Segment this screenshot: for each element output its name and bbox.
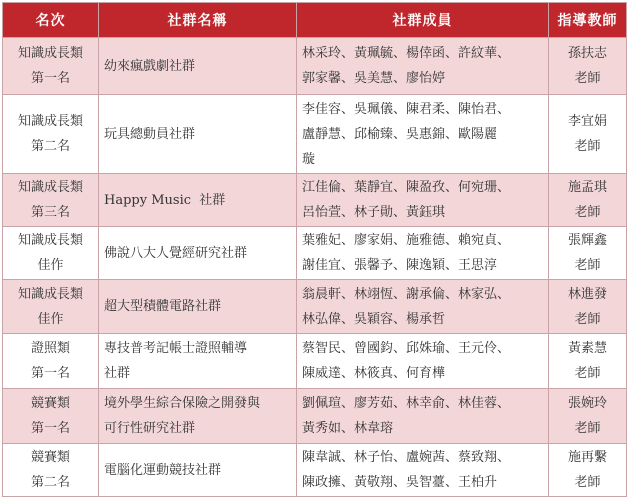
rank-place: 第二名 xyxy=(30,139,70,154)
rank-category: 知識成長類 xyxy=(17,233,83,248)
rank-cell xyxy=(3,95,99,174)
teacher-cell xyxy=(549,174,627,227)
members-line: 陳威達、林筱真、何育樺 xyxy=(302,366,446,381)
table-row xyxy=(3,389,627,444)
members-cell xyxy=(297,227,549,280)
teacher-cell xyxy=(549,280,627,334)
table-row xyxy=(3,95,627,174)
teacher-title: 老師 xyxy=(574,205,601,220)
rank-cell xyxy=(3,389,99,444)
club-name: Happy Music 社群 xyxy=(104,192,226,208)
rank-place: 佳作 xyxy=(37,258,64,273)
table-row xyxy=(3,444,627,497)
members-cell xyxy=(297,280,549,334)
teacher-name: 張輝鑫 xyxy=(567,233,607,248)
members-line: 葉雅妃、廖家娟、施雅德、賴宛貞、 xyxy=(302,233,511,248)
rank-category: 知識成長類 xyxy=(17,286,83,302)
members-line: 劉佩瑄、廖芳茹、林幸俞、林佳蓉、 xyxy=(302,396,511,411)
teacher-cell xyxy=(549,389,627,444)
rank-cell xyxy=(3,227,99,280)
rank-category: 競賽類 xyxy=(30,450,70,465)
teacher-title: 老師 xyxy=(574,258,601,273)
club-name: 幼來瘋戲劇社群 xyxy=(104,58,196,74)
rank-category: 知識成長類 xyxy=(17,114,83,129)
table-row xyxy=(3,227,627,280)
members-line: 林采玲、黃珮毓、楊倖函、許紋華、 xyxy=(302,46,511,61)
members-line: 璇 xyxy=(302,151,316,167)
club-cell xyxy=(99,174,297,227)
members-line: 林弘偉、吳穎容、楊承哲 xyxy=(302,311,446,327)
members-line: 陳韋誠、林子怡、盧婉茜、蔡致翔、 xyxy=(302,450,511,465)
rank-category: 競賽類 xyxy=(30,396,70,411)
header-rank: 名次 xyxy=(3,3,99,38)
teacher-name: 黃素慧 xyxy=(567,341,607,356)
members-line: 呂怡萱、林子勛、黃鈺琪 xyxy=(302,205,446,220)
teacher-title: 老師 xyxy=(574,139,601,154)
rank-place: 第三名 xyxy=(30,205,70,220)
header-club: 社群名稱 xyxy=(99,3,297,38)
teacher-title: 老師 xyxy=(574,421,601,436)
teacher-title: 老師 xyxy=(574,311,601,327)
rank-category: 證照類 xyxy=(30,341,70,356)
members-line: 李佳容、吳珮儀、陳君柔、陳怡君、 xyxy=(302,101,511,117)
header-members: 社群成員 xyxy=(297,3,549,38)
club-cell xyxy=(99,280,297,334)
club-name: 電腦化運動競技社群 xyxy=(104,462,222,478)
teacher-title: 老師 xyxy=(574,366,601,381)
members-cell xyxy=(297,334,549,389)
rank-place: 第一名 xyxy=(30,421,70,436)
rank-place: 第一名 xyxy=(30,366,70,381)
table-row xyxy=(3,280,627,334)
rank-place: 佳作 xyxy=(37,311,64,327)
club-cell xyxy=(99,334,297,389)
members-cell xyxy=(297,95,549,174)
teacher-title: 老師 xyxy=(574,475,601,490)
club-name: 佛說八大人覺經研究社群 xyxy=(104,245,248,261)
teacher-cell xyxy=(549,38,627,95)
table-row xyxy=(3,38,627,95)
teacher-cell xyxy=(549,334,627,389)
rank-cell xyxy=(3,280,99,334)
members-cell xyxy=(297,174,549,227)
teacher-name: 張婉玲 xyxy=(567,396,607,411)
teacher-name: 孫扶志 xyxy=(567,46,607,61)
club-name-line: 可行性研究社群 xyxy=(104,421,196,436)
header-row xyxy=(3,3,627,38)
members-line: 盧靜慧、邱榆臻、吳惠錦、歐陽麗 xyxy=(302,126,498,142)
members-line: 謝佳宜、張馨予、陳逸穎、王思淳 xyxy=(302,258,498,273)
rank-place: 第一名 xyxy=(30,71,70,86)
club-cell xyxy=(99,95,297,174)
club-name: 超大型積體電路社群 xyxy=(104,299,222,314)
teacher-name: 施再繫 xyxy=(567,450,607,465)
club-cell xyxy=(99,389,297,444)
teacher-title: 老師 xyxy=(574,71,601,86)
teacher-cell xyxy=(549,444,627,497)
members-cell xyxy=(297,38,549,95)
club-name: 玩具總動員社群 xyxy=(104,126,196,142)
rank-place: 第二名 xyxy=(30,475,70,490)
rank-cell xyxy=(3,444,99,497)
rank-cell xyxy=(3,38,99,95)
members-line: 郭家馨、吳美慧、廖怡婷 xyxy=(302,71,446,86)
club-name-line: 社群 xyxy=(104,366,131,381)
members-cell xyxy=(297,389,549,444)
teacher-name: 李宜娟 xyxy=(567,114,607,129)
members-line: 蔡智民、曾國鈞、邱姝瑜、王元伶、 xyxy=(302,341,511,356)
teacher-name: 林進發 xyxy=(567,286,607,302)
members-line: 江佳倫、葉靜宜、陳盈孜、何宛珊、 xyxy=(302,180,511,195)
members-line: 陳政擁、黃敬翔、吳智薹、王柏升 xyxy=(302,475,498,490)
header-teacher: 指導教師 xyxy=(549,3,627,38)
awards-table xyxy=(2,2,627,497)
rank-category: 知識成長類 xyxy=(17,46,83,61)
rank-cell xyxy=(3,334,99,389)
teacher-cell xyxy=(549,227,627,280)
members-line: 翁晨軒、林翊恆、謝承倫、林家弘、 xyxy=(302,286,511,302)
rank-category: 知識成長類 xyxy=(17,180,83,195)
club-cell xyxy=(99,227,297,280)
club-cell xyxy=(99,444,297,497)
teacher-cell xyxy=(549,95,627,174)
club-name-line: 境外學生綜合保險之開發與 xyxy=(104,396,261,411)
members-cell xyxy=(297,444,549,497)
table-row xyxy=(3,174,627,227)
club-name-line: 專技普考記帳士證照輔導 xyxy=(104,341,248,356)
members-line: 黃秀如、林韋瑢 xyxy=(302,421,394,436)
club-cell xyxy=(99,38,297,95)
rank-cell xyxy=(3,174,99,227)
table-row xyxy=(3,334,627,389)
teacher-name: 施孟琪 xyxy=(567,180,607,195)
